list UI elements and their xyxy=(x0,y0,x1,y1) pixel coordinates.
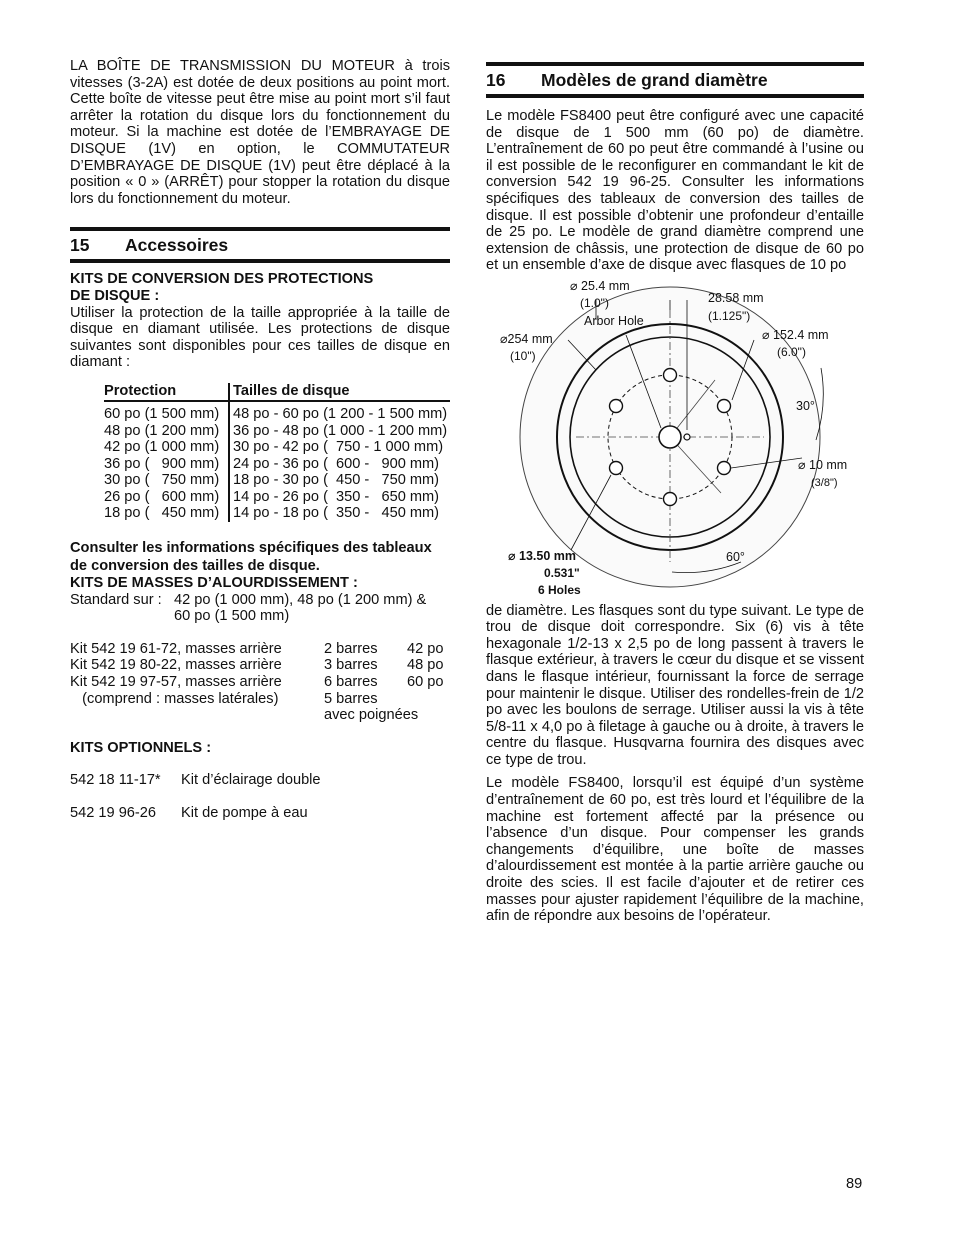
angle-60-label: 60° xyxy=(726,549,745,564)
table-cell: 26 po ( 600 mm) xyxy=(104,488,220,505)
kit-size: 42 po xyxy=(407,640,444,657)
bolt-circle-in: (6.0") xyxy=(777,344,806,359)
kit-size: 48 po xyxy=(407,657,444,674)
section-15-title: Accessoires xyxy=(125,235,229,256)
optional-heading: KITS OPTIONNELS : xyxy=(70,739,212,756)
kit-bars: 6 barres xyxy=(324,674,378,691)
small-hole-dim: ⌀ 10 mm xyxy=(798,457,848,472)
guard-kits-heading-line2: DE DISQUE : xyxy=(70,287,160,304)
page-number: 89 xyxy=(846,1176,863,1192)
table-cell: 30 po ( 750 mm) xyxy=(104,472,220,489)
arbor-in: (1.0") xyxy=(580,295,609,310)
large-diameter-paragraph-1: Le modèle FS8400 peut être configuré avec une capacité de disque de 1 500 mm (60 po) de diamètre. L’entraînement de 60 po peut être commandé à l’usine ou il est possible de le reconfigurer en commandant le kit de conversion 542 19 96-25. Consulter les informations spécifiques des tableaux de conversion des tailles de disque. Il est possible d’obtenir une profondeur d’entaille de 25 po. Le modèle de grand diamètre comprend une extension de châssis, une protection de disque de 60 po et un ensemble d’axe de disque avec flasques de 10 po xyxy=(486,108,864,274)
protection-table xyxy=(104,383,450,522)
section-16-heading xyxy=(486,62,864,98)
kit-bars: avec poignées xyxy=(324,707,419,724)
optional-part-name: Kit d’éclairage double xyxy=(181,772,321,789)
table-cell: 48 po - 60 po (1 200 - 1 500 mm) xyxy=(228,406,447,423)
header-disc-sizes: Tailles de disque xyxy=(228,383,350,400)
section-15-heading xyxy=(70,227,450,263)
kit-name: (comprend : masses latérales) xyxy=(70,690,279,707)
section-16-title: Modèles de grand diamètre xyxy=(541,69,768,90)
list-item xyxy=(70,772,450,789)
kit-name: Kit 542 19 80-22, masses arrière xyxy=(70,657,282,674)
table-cell: 14 po - 26 po ( 350 - 650 mm) xyxy=(228,489,439,506)
table-row xyxy=(104,472,450,489)
section-15-number: 15 xyxy=(70,235,90,256)
optional-part-number: 542 18 11-17* xyxy=(70,772,161,789)
kit-bars: 3 barres xyxy=(324,657,378,674)
kit-name: Kit 542 19 61-72, masses arrière xyxy=(70,640,282,657)
weight-kits-list xyxy=(70,641,450,724)
kit-name: Kit 542 19 97-57, masses arrière xyxy=(70,674,282,691)
standard-row xyxy=(70,592,450,625)
header-protection: Protection xyxy=(104,382,177,399)
angle-30-label: 30° xyxy=(796,398,815,413)
bolt-circle-dim: ⌀ 152.4 mm xyxy=(762,327,829,342)
kit-bars: 5 barres xyxy=(324,690,378,707)
bolt-hole xyxy=(610,399,623,412)
table-row xyxy=(104,489,450,506)
table-row xyxy=(104,439,450,456)
table-cell: 60 po (1 500 mm) xyxy=(104,405,220,422)
guard-kits-text: Utiliser la protection de la taille appropriée à la taille de disque en diamant utilisée. Les protections de disque suivantes sont disponibles pour ces tailles de disque en diamant : xyxy=(70,304,450,371)
protection-table-header xyxy=(104,383,450,402)
table-cell: 14 po - 18 po ( 350 - 450 mm) xyxy=(228,505,439,522)
weights-heading: KITS DE MASSES D’ALOURDISSEMENT : xyxy=(70,575,358,592)
list-item xyxy=(70,674,450,691)
standard-line1: 42 po (1 000 mm), 48 po (1 200 mm) & xyxy=(174,591,427,608)
table-row xyxy=(104,456,450,473)
table-cell: 30 po - 42 po ( 750 - 1 000 mm) xyxy=(228,439,443,456)
guard-kits-heading-line1: KITS DE CONVERSION DES PROTECTIONS xyxy=(70,271,374,288)
guard-kits-heading xyxy=(70,271,450,304)
arbor-dim: ⌀ 25.4 mm xyxy=(570,279,630,293)
table-cell: 48 po (1 200 mm) xyxy=(104,422,220,439)
kit-bars: 2 barres xyxy=(324,640,378,657)
optional-part-number: 542 19 96-26 xyxy=(70,805,157,821)
bolt-hole xyxy=(664,368,677,381)
list-item xyxy=(70,805,450,822)
table-cell: 24 po - 36 po ( 600 - 900 mm) xyxy=(228,456,439,473)
consult-note: Consulter les informations spécifiques des tableaux de conversion des tailles de disque. xyxy=(70,540,432,575)
large-diameter-paragraph-2: de diamètre. Les flasques sont du type suivant. Le type de trou de disque doit correspondre. Six (6) vis à tête hexagonale 1/2-13 x 2,5 po de long passent à travers le flasque extérieur, à travers le cœur du disque et se vissent dans le flasque intérieur, fournissant la force de serrage pour maintenir le disque. Utiliser des rondelles-frein de 1/2 po avec les boulons de serrage. Utiliser aussi la vis à tête 5/8-11 x 4,0 po à filetage à gauche ou à droite, à travers le centre du flasque. Husqvarna fournira des disques avec ce type de trou. xyxy=(486,602,864,768)
list-item xyxy=(70,657,450,674)
standard-label: Standard sur : xyxy=(70,591,162,608)
list-item xyxy=(70,707,450,724)
kit-size: 60 po xyxy=(407,674,444,691)
arbor-hole xyxy=(659,426,681,448)
bolt-hole xyxy=(718,399,731,412)
offset-in: (1.125") xyxy=(708,308,751,323)
bolt-hole xyxy=(664,492,677,505)
flange-diagram xyxy=(486,280,864,600)
kit-name xyxy=(70,707,324,724)
table-cell: 42 po (1 000 mm) xyxy=(104,439,220,456)
table-row xyxy=(104,406,450,423)
left-column xyxy=(70,58,450,822)
flange-dim: ⌀254 mm xyxy=(500,331,553,346)
arbor-label: Arbor Hole xyxy=(584,313,644,328)
bolt-hole xyxy=(610,461,623,474)
flange-in: (10") xyxy=(510,348,536,363)
pin-hole xyxy=(684,434,690,440)
holes-in: 0.531" xyxy=(544,565,580,580)
table-cell: 36 po ( 900 mm) xyxy=(104,455,220,472)
intro-paragraph: LA BOÎTE DE TRANSMISSION DU MOTEUR à trois vitesses (3-2A) est dotée de deux positions au point mort. Cette boîte de vitesse peut être mise au point mort s’il faut arrêter la rotation du disque lors du fonctionnement du moteur. Si la machine est dotée de l’EMBRAYAGE DE DISQUE (1V) en option, le COMMUTATEUR D’EMBRAYAGE DE DISQUE (1V) peut être déplacé à la position « 0 » (ARRÊT) pour stopper la rotation du disque lors du fonctionnement du moteur. xyxy=(70,58,450,207)
small-hole-in: (3/8") xyxy=(811,476,838,489)
bolt-hole xyxy=(718,461,731,474)
section-16-number: 16 xyxy=(486,69,506,90)
right-column xyxy=(486,62,864,925)
standard-line2: 60 po (1 500 mm) xyxy=(174,608,290,625)
table-cell: 18 po - 30 po ( 450 - 750 mm) xyxy=(228,472,439,489)
holes-count: 6 Holes xyxy=(538,582,581,597)
holes-dim: ⌀ 13.50 mm xyxy=(508,548,576,563)
table-row xyxy=(104,505,450,522)
optional-part-name: Kit de pompe à eau xyxy=(181,805,308,821)
table-row xyxy=(104,423,450,440)
large-diameter-paragraph-3: Le modèle FS8400, lorsqu’il est équipé d’un système d’entraînement de 60 po, est très lourd et l’équilibre de la machine est fortement affecté par la présence ou l’absence d’un disque. Pour compenser les grands changements d’équilibre, une boîte de masses d’alourdissement est montée à la partie arrière gauche ou droite des scies. Il est facile d’ajouter et de retirer ces masses pour ajuster rapidement l’équilibre de la machine, afin de répondre aux besoins de l’opérateur. xyxy=(486,775,864,925)
list-item xyxy=(70,641,450,658)
table-cell: 18 po ( 450 mm) xyxy=(104,505,220,522)
list-item xyxy=(70,691,450,708)
table-cell: 36 po - 48 po (1 000 - 1 200 mm) xyxy=(228,423,447,440)
offset-dim: 28.58 mm xyxy=(708,290,764,305)
